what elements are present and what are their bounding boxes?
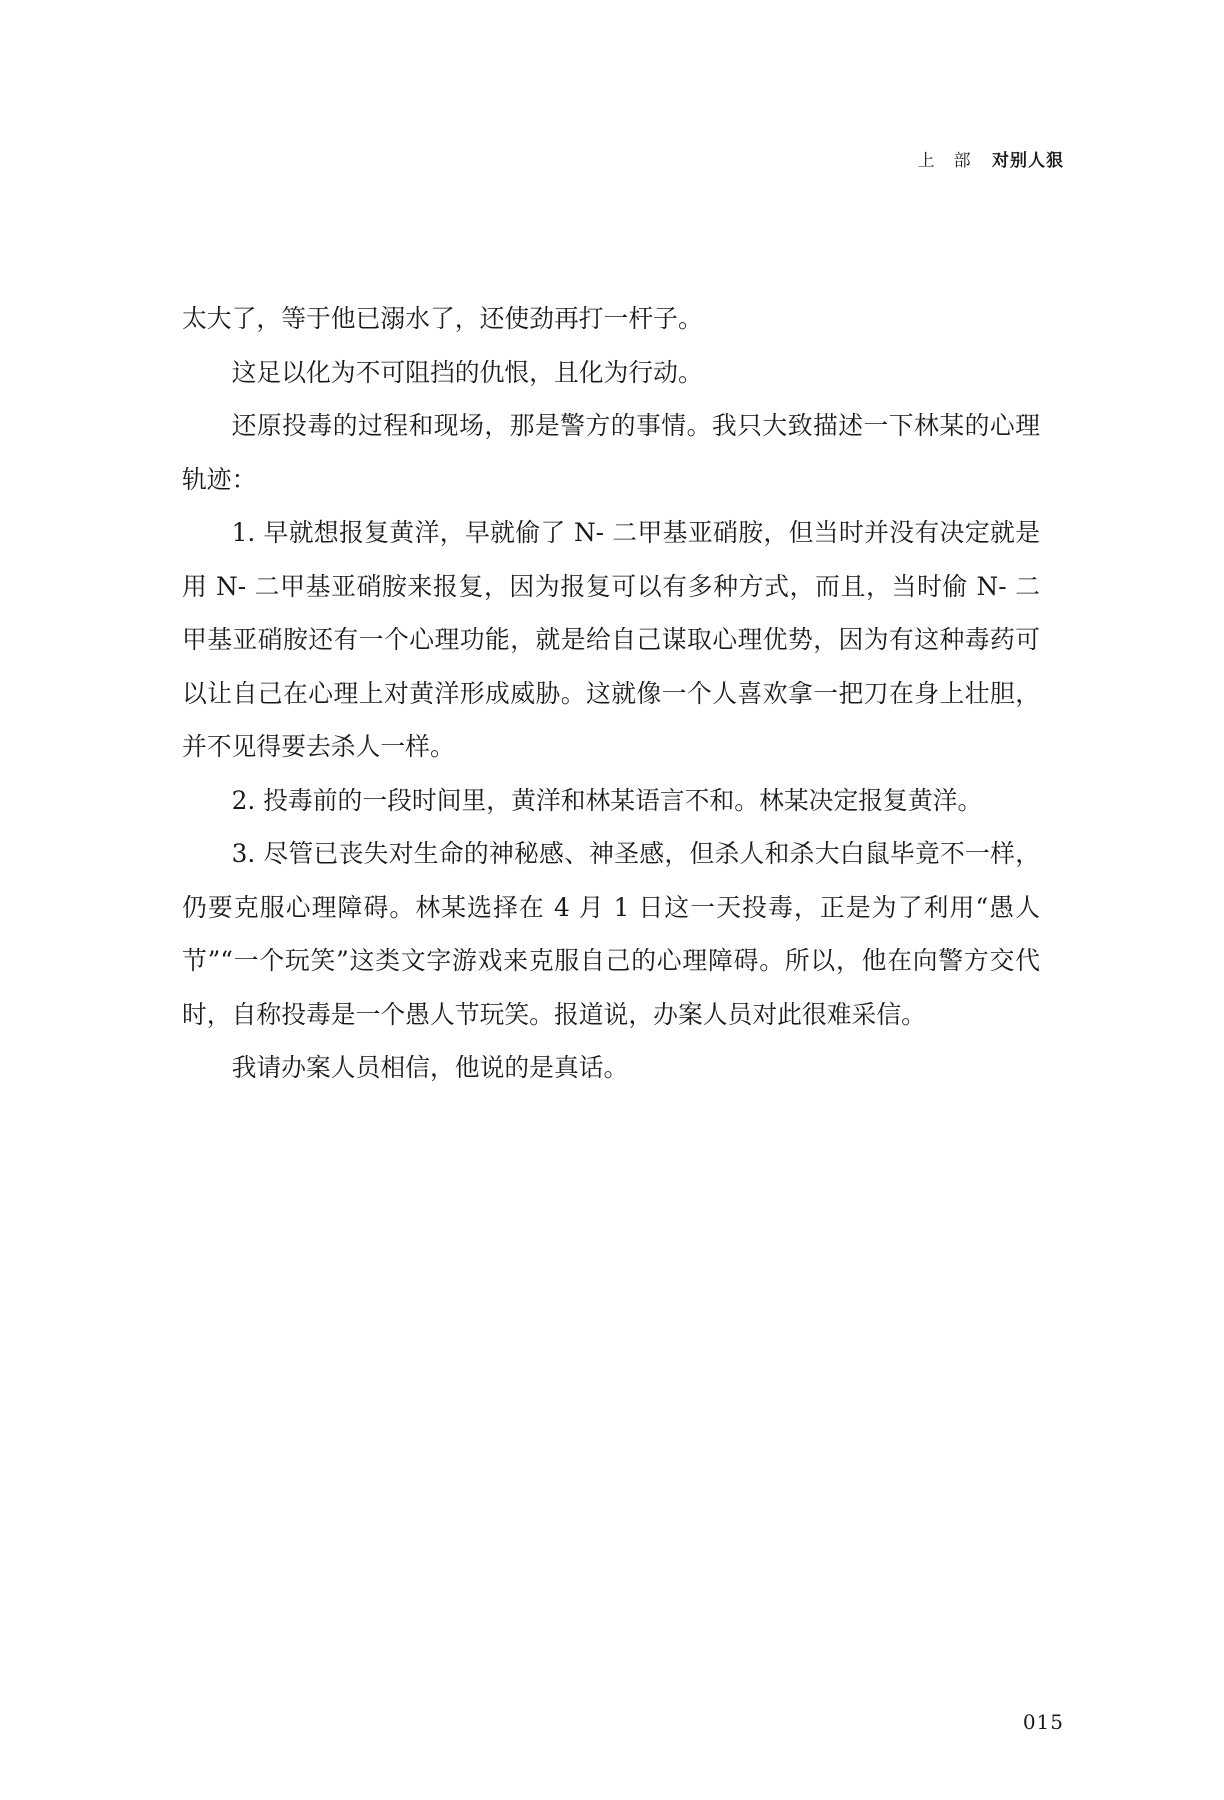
list-item-1: 1. 早就想报复黄洋，早就偷了 N- 二甲基亚硝胺，但当时并没有决定就是用 N- 二甲基亚硝胺来报复，因为报复可以有多种方式，而且，当时偷 N- 二甲基亚硝胺还有一个心理功能，就是给自己谋取心理优势，因为有这种毒药可以让自己在心理上对黄洋形成威胁。这就像一个人喜欢拿一把刀在身上壮胆，并不见得要去杀人一样。 <box>182 518 1040 761</box>
list-item-2: 2. 投毒前的一段时间里，黄洋和林某语言不和。林某决定报复黄洋。 <box>231 785 983 815</box>
running-header <box>918 146 1064 171</box>
body-text <box>182 292 1040 1095</box>
paragraph-continued: 太大了，等于他已溺水了，还使劲再打一杆子。 <box>182 304 703 333</box>
list-item-3: 3. 尽管已丧失对生命的神秘感、神圣感，但杀人和杀大白鼠毕竟不一样，仍要克服心理障碍。林某选择在 4 月 1 日这一天投毒，正是为了利用“愚人节”“一个玩笑”这类文字游戏来克服自己的心理障碍。所以，他在向警方交代时，自称投毒是一个愚人节玩笑。报道说，办案人员对此很难采信。 <box>182 839 1040 1029</box>
paragraph: 这足以化为不可阻挡的仇恨，且化为行动。 <box>231 357 703 387</box>
paragraph: 我请办案人员相信，他说的是真话。 <box>231 1053 629 1082</box>
header-section-title: 对别人狠 <box>992 151 1064 171</box>
page-number: 015 <box>1022 1710 1064 1734</box>
paragraph: 还原投毒的过程和现场，那是警方的事情。我只大致描述一下林某的心理轨迹： <box>182 411 1040 494</box>
header-part: 上 部 <box>917 151 972 171</box>
